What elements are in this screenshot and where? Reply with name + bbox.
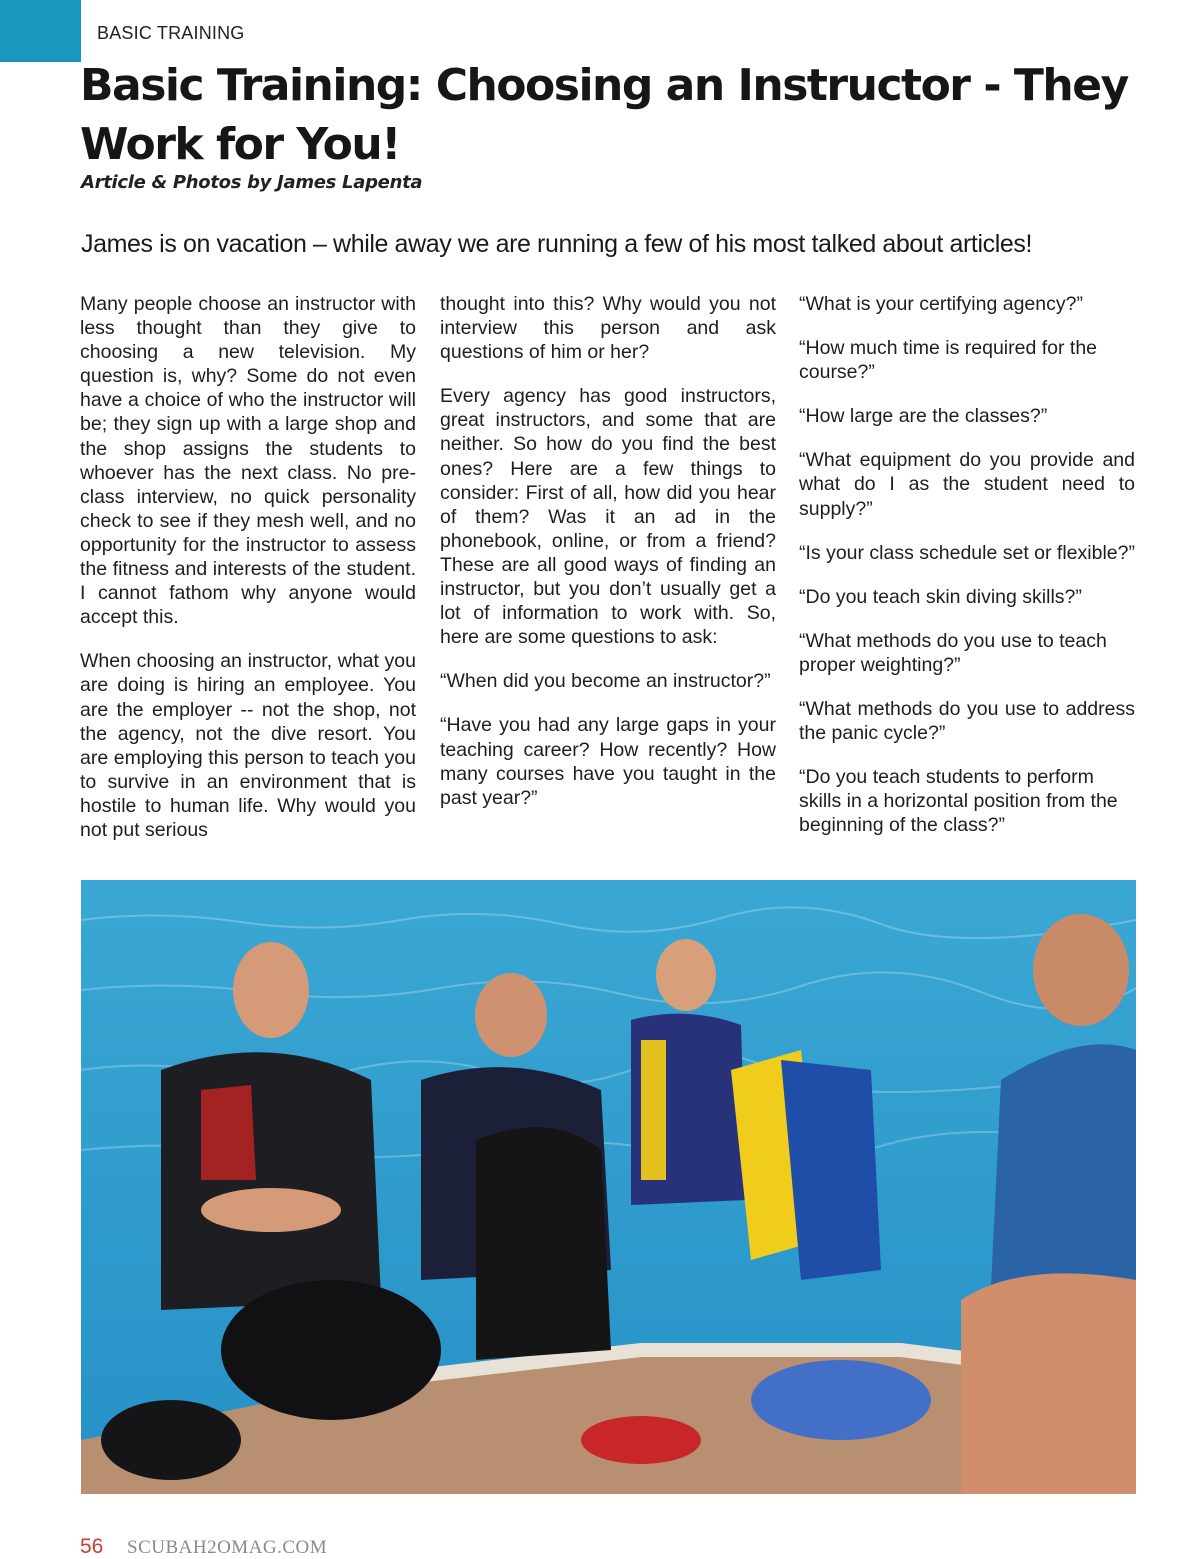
question-item: “When did you become an instructor?”: [440, 670, 771, 693]
text-column-right: [799, 292, 1135, 858]
question-item: “Have you had any large gaps in your teaching career? How recently? How many courses have you taught in the past year?”: [440, 714, 776, 809]
question-item: “Do you teach skin diving skills?”: [799, 585, 1082, 608]
article-title: Basic Training: Choosing an Instructor - They Work for You!: [80, 60, 1128, 170]
article-intro: James is on vacation – while away we are running a few of his most talked about articles!: [81, 230, 1033, 258]
paragraph: Every agency has good instructors, great instructors, and some that are neither. So how do you find the best ones? Here are a few things to consider: First of all, how did you hear of them? Was it an ad in the phonebook, online, or from a friend? These are all good ways of finding an instructor, but you don’t usually get a lot of information to work with. So, here are some questions to ask:: [440, 385, 776, 649]
question-item: “How large are the classes?”: [799, 405, 1048, 428]
paragraph: When choosing an instructor, what you are doing is hiring an employee. You are the employer -- not the shop, not the agency, not the dive resort. You are employing this person to teach you to survive in an environment that is hostile to human life. Why would you not put serious: [80, 650, 416, 841]
text-column-left: [80, 292, 416, 862]
divers-poolside-photo: [81, 880, 1136, 1494]
question-item: “What equipment do you provide and what do I as the student need to supply?”: [799, 449, 1135, 520]
paragraph: thought into this? Why would you not interview this person and ask questions of him or her?: [440, 293, 776, 364]
text-column-middle: [440, 292, 776, 830]
question-item: “How much time is required for the course?”: [799, 337, 1098, 384]
question-item: “What methods do you use to teach proper weighting?”: [799, 629, 1107, 676]
paragraph: Many people choose an instructor with less thought than they give to choosing a new television. My question is, why? Some do not even have a choice of who the instructor will be; they sign up with a large shop and the shop assigns the students to whoever has the next class. No pre-class interview, no quick personality check to see if they mesh well, and no opportunity for the instructor to assess the fitness and interests of the student. I cannot fathom why anyone would accept this.: [80, 293, 416, 629]
article-byline: Article & Photos by James Lapenta: [81, 172, 423, 193]
question-item: “What is your certifying agency?”: [799, 293, 1083, 315]
page-number: 56: [80, 1535, 104, 1558]
magazine-website: SCUBAH2OMAG.COM: [127, 1537, 328, 1558]
section-color-tab: [0, 0, 81, 62]
section-label: BASIC TRAINING: [97, 23, 245, 43]
question-item: “Do you teach students to perform skills in a horizontal position from the beginning of the class?”: [799, 766, 1118, 837]
question-item: “What methods do you use to address the panic cycle?”: [799, 698, 1135, 745]
photo-illustration: [81, 880, 1136, 1494]
question-item: “Is your class schedule set or flexible?”: [799, 541, 1135, 564]
